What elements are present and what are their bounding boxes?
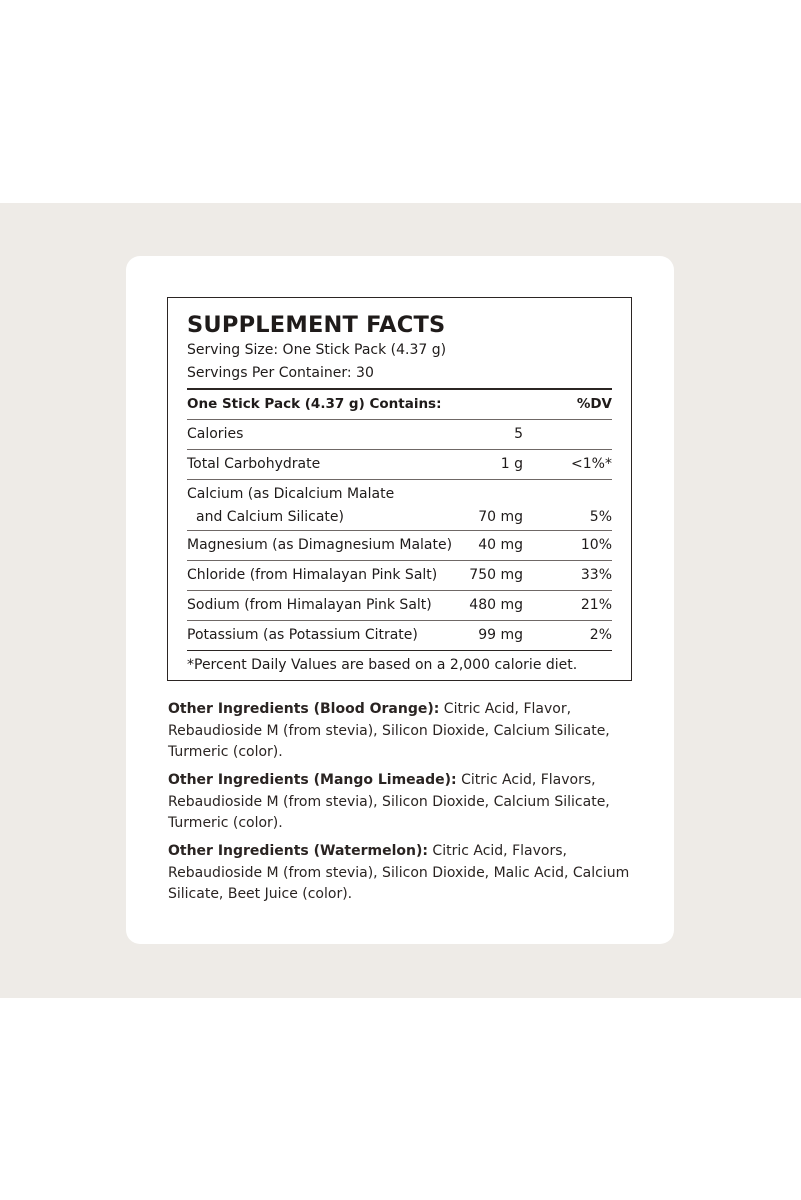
nutrient-dv: 5% xyxy=(589,509,612,525)
nutrient-name-line1: Calcium (as Dicalcium Malate xyxy=(187,486,395,502)
ingredients-blood-orange xyxy=(168,699,640,764)
contains-label: One Stick Pack (4.37 g) Contains: xyxy=(187,396,442,412)
other-ingredients xyxy=(168,699,640,912)
facts-header-row xyxy=(187,390,612,420)
ingredients-label: Other Ingredients (Blood Orange): xyxy=(168,701,440,717)
nutrient-amount: 70 mg xyxy=(478,509,523,525)
nutrient-name: Chloride (from Himalayan Pink Salt) xyxy=(187,567,438,583)
nutrient-name: Sodium (from Himalayan Pink Salt) xyxy=(187,597,432,613)
ingredients-text: Citric Acid, Flavors, Rebaudioside M (from stevia), Silicon Dioxide, Malic Acid, Calcium Silicate, Beet Juice (color). xyxy=(168,843,630,902)
nutrient-name: Total Carbohydrate xyxy=(187,456,321,472)
ingredients-text: Citric Acid, Flavor, Rebaudioside M (from stevia), Silicon Dioxide, Calcium Silicate, Turmeric (color). xyxy=(168,701,610,760)
nutrient-row-potassium xyxy=(187,621,612,651)
nutrient-row-chloride xyxy=(187,561,612,591)
nutrient-amount: 5 xyxy=(514,426,523,442)
nutrient-name: Magnesium (as Dimagnesium Malate) xyxy=(187,537,453,553)
nutrient-name: Potassium (as Potassium Citrate) xyxy=(187,627,418,643)
nutrient-name-block xyxy=(187,483,394,529)
ingredients-mango-limeade xyxy=(168,770,640,835)
servings-per-container: Servings Per Container: 30 xyxy=(187,365,374,381)
nutrient-dv: <1%* xyxy=(571,456,612,472)
dv-header: %DV xyxy=(576,396,612,412)
ingredients-text: Citric Acid, Flavors, Rebaudioside M (from stevia), Silicon Dioxide, Calcium Silicate, Turmeric (color). xyxy=(168,772,610,831)
nutrient-dv: 33% xyxy=(580,567,612,583)
supplement-facts-panel xyxy=(167,297,632,681)
nutrient-name-line2: and Calcium Silicate) xyxy=(196,509,344,525)
ingredients-label: Other Ingredients (Mango Limeade): xyxy=(168,772,457,788)
ingredients-label: Other Ingredients (Watermelon): xyxy=(168,843,428,859)
nutrient-dv: 10% xyxy=(580,537,612,553)
nutrient-amount: 750 mg xyxy=(469,567,523,583)
nutrient-row-magnesium xyxy=(187,531,612,561)
nutrient-amount: 40 mg xyxy=(478,537,523,553)
serving-size: Serving Size: One Stick Pack (4.37 g) xyxy=(187,342,447,358)
nutrient-row-carbohydrate xyxy=(187,450,612,480)
ingredients-watermelon xyxy=(168,841,640,906)
nutrient-dv: 2% xyxy=(589,627,612,643)
daily-value-footnote: *Percent Daily Values are based on a 2,000 calorie diet. xyxy=(187,657,578,673)
nutrient-amount: 99 mg xyxy=(478,627,523,643)
nutrient-amount: 480 mg xyxy=(469,597,523,613)
nutrient-amount: 1 g xyxy=(500,456,523,472)
nutrient-name: Calories xyxy=(187,426,244,442)
nutrient-row-sodium xyxy=(187,591,612,621)
nutrient-row-calories xyxy=(187,420,612,450)
nutrient-dv: 21% xyxy=(580,597,612,613)
label-card xyxy=(126,256,674,944)
facts-title: SUPPLEMENT FACTS xyxy=(187,312,446,338)
nutrient-row-calcium xyxy=(187,480,612,531)
